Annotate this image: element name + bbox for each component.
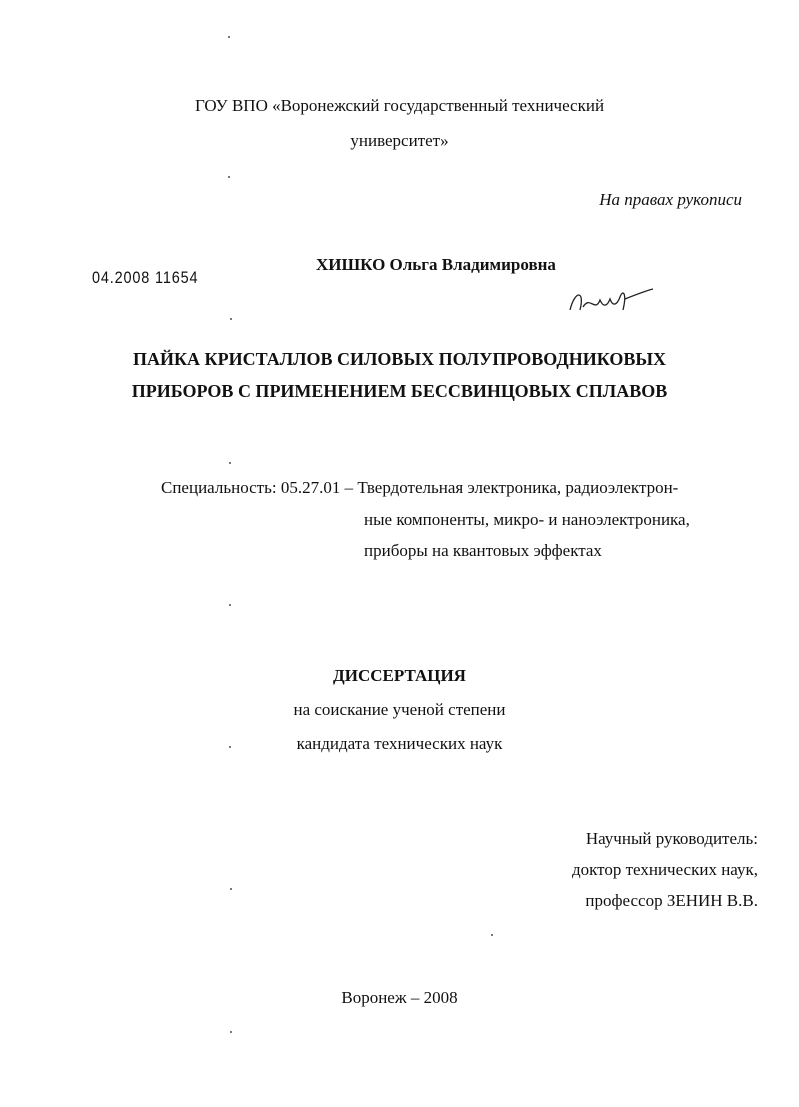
archive-stamp: 04.2008 11654 xyxy=(92,268,199,287)
title-line1: ПАЙКА КРИСТАЛЛОВ СИЛОВЫХ ПОЛУПРОВОДНИКОВЫХ xyxy=(132,349,667,369)
scan-speck xyxy=(228,176,230,178)
author-name: ХИШКО Ольга Владимировна xyxy=(316,255,556,274)
scan-speck xyxy=(228,36,230,38)
city-year: Воронеж – 2008 xyxy=(341,988,458,1007)
supervisor-name: профессор ЗЕНИН В.В. xyxy=(585,891,758,910)
dissertation-line1: на соискание ученой степени xyxy=(293,700,506,719)
institution-line2: университет» xyxy=(350,131,449,150)
manuscript-note: На правах рукописи xyxy=(599,190,742,209)
scan-speck xyxy=(230,318,232,320)
scan-speck xyxy=(230,888,232,890)
scan-speck xyxy=(229,746,231,748)
title-line2: ПРИБОРОВ С ПРИМЕНЕНИЕМ БЕССВИНЦОВЫХ СПЛАВОВ xyxy=(131,381,668,401)
specialty-line2: ные компоненты, микро- и наноэлектроника, xyxy=(364,510,690,529)
supervisor-label: Научный руководитель: xyxy=(585,829,758,848)
specialty-line3: приборы на квантовых эффектах xyxy=(364,541,602,560)
dissertation-line2: кандидата технических наук xyxy=(296,734,503,753)
signature xyxy=(565,285,655,317)
scan-speck xyxy=(230,1031,232,1033)
supervisor-degree: доктор технических наук, xyxy=(571,860,758,879)
scan-speck xyxy=(229,604,231,606)
institution-line1: ГОУ ВПО «Воронежский государственный технический xyxy=(194,96,605,115)
scan-speck xyxy=(491,934,493,936)
dissertation-heading: ДИССЕРТАЦИЯ xyxy=(333,666,466,685)
specialty-line1: Специальность: 05.27.01 – Твердотельная электроника, радиоэлектрон- xyxy=(161,478,679,497)
scan-speck xyxy=(229,462,231,464)
